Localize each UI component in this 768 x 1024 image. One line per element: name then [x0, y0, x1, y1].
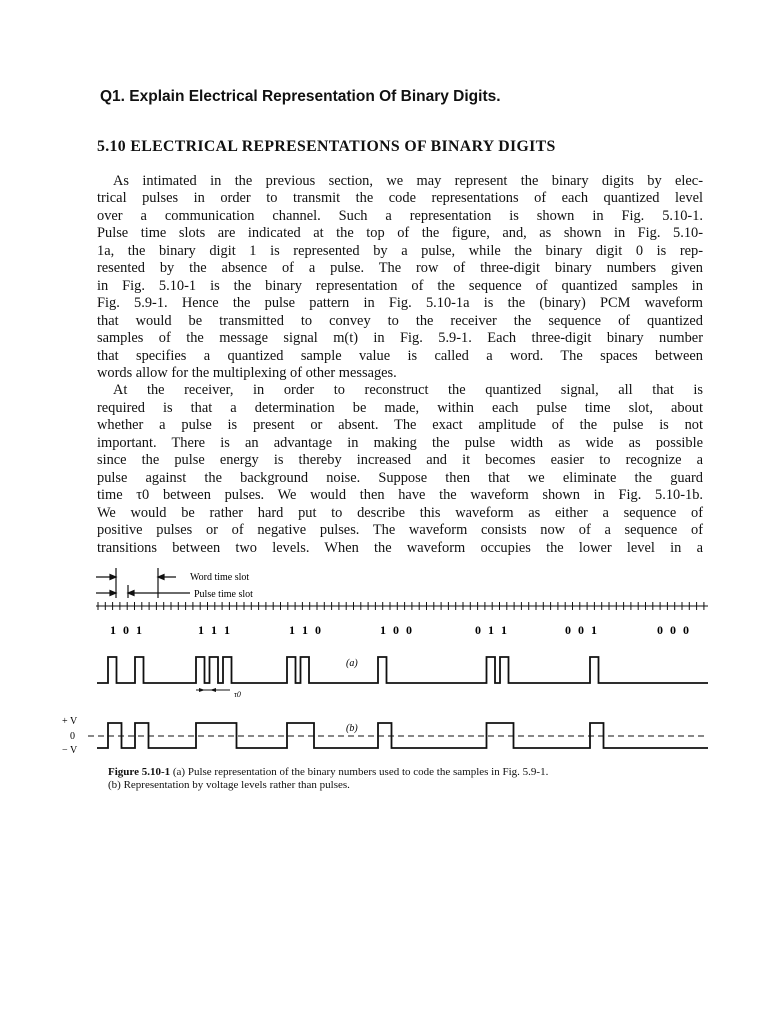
- body-line: important. There is an advantage in making the pulse width as wide as possible: [97, 434, 703, 451]
- figure-5-10-1: [0, 555, 768, 765]
- arrowhead: [199, 688, 205, 692]
- caption-figure-label: Figure 5.10-1: [108, 766, 171, 778]
- body-line: in Fig. 5.10-1 is the binary representation of the sequence of quantized samples in: [97, 277, 703, 294]
- minus-v-label: − V: [62, 745, 78, 756]
- waveform-a-label: (a): [346, 658, 358, 669]
- body-line: words allow for the multiplexing of other messages.: [97, 364, 397, 381]
- word-label: 0 0 1: [565, 623, 599, 637]
- body-line: that specifies a quantized sample value is called a word. The spaces between: [97, 347, 703, 364]
- body-line: time τ0 between pulses. We would then have the waveform shown in Fig. 5.10-1b.: [97, 487, 703, 504]
- word-label: 1 1 1: [198, 623, 232, 637]
- body-line: Pulse time slots are indicated at the top of the figure, and, as shown in Fig. 5.10-: [97, 225, 703, 242]
- section-title: 5.10 ELECTRICAL REPRESENTATIONS OF BINARY DIGITS: [97, 138, 556, 155]
- body-line: We would be rather hard put to describe this waveform as either a sequence of: [97, 504, 703, 521]
- body-line: that would be transmitted to convey to the receiver the sequence of quantized: [97, 312, 703, 329]
- body-line: required is that a determination be made, within each pulse time slot, about: [97, 399, 703, 416]
- guard-time-label: τ0: [234, 690, 241, 699]
- body-text: [97, 173, 703, 557]
- body-line: whether a pulse is present or absent. The exact amplitude of the pulse is not: [97, 417, 703, 434]
- word-label: 1 1 0: [289, 623, 323, 637]
- waveform-a: [97, 657, 708, 683]
- word-label: 1 0 0: [380, 623, 414, 637]
- word-label: 0 0 0: [657, 623, 691, 637]
- body-line: samples of the message signal m(t) in Fig. 5.9-1. Each three-digit binary number: [97, 330, 703, 347]
- question-heading: Q1. Explain Electrical Representation Of Binary Digits.: [100, 88, 501, 105]
- body-line: At the receiver, in order to reconstruct the quantized signal, all that is: [113, 382, 703, 399]
- body-line: 1a, the binary digit 1 is represented by a pulse, while the binary digit 0 is rep-: [97, 242, 703, 259]
- body-line: resented by the absence of a pulse. The row of three-digit binary numbers given: [97, 260, 703, 277]
- figure-caption: [108, 766, 708, 792]
- pulse-time-slot-label: Pulse time slot: [194, 589, 253, 600]
- body-line: transitions between two levels. When the waveform occupies the lower level in a: [97, 539, 703, 556]
- zero-level-label: 0: [70, 731, 75, 742]
- caption-line-1: [108, 766, 708, 779]
- body-line: As intimated in the previous section, we may represent the binary digits by elec-: [113, 173, 703, 189]
- body-line: since the pulse energy is thereby increased and it becomes easier to recognize a: [97, 452, 703, 469]
- body-line: trical pulses in order to transmit the code representations of each quantized level: [97, 190, 703, 207]
- waveform-b-label: (b): [346, 723, 358, 734]
- plus-v-label: + V: [62, 716, 78, 727]
- arrowhead: [110, 575, 116, 580]
- arrowhead: [110, 591, 116, 596]
- word-time-slot-label: Word time slot: [190, 572, 250, 583]
- word-label: 1 0 1: [110, 623, 144, 637]
- caption-line-2: (b) Representation by voltage levels rather than pulses.: [108, 779, 350, 791]
- word-label: 0 1 1: [475, 623, 509, 637]
- body-line: Fig. 5.9-1. Hence the pulse pattern in Fig. 5.10-1a is the (binary) PCM waveform: [97, 295, 703, 312]
- arrowhead: [210, 688, 216, 692]
- caption-text-a: (a) Pulse representation of the binary numbers used to code the samples in Fig. 5.9-1.: [172, 766, 549, 778]
- body-line: over a communication channel. Such a representation is shown in Fig. 5.10-1.: [97, 207, 703, 224]
- arrowhead: [128, 591, 134, 596]
- body-line: pulse against the background noise. Suppose then that we eliminate the guard: [97, 469, 703, 486]
- arrowhead: [158, 575, 164, 580]
- body-line: positive pulses or of negative pulses. The waveform consists now of a sequence of: [97, 522, 703, 539]
